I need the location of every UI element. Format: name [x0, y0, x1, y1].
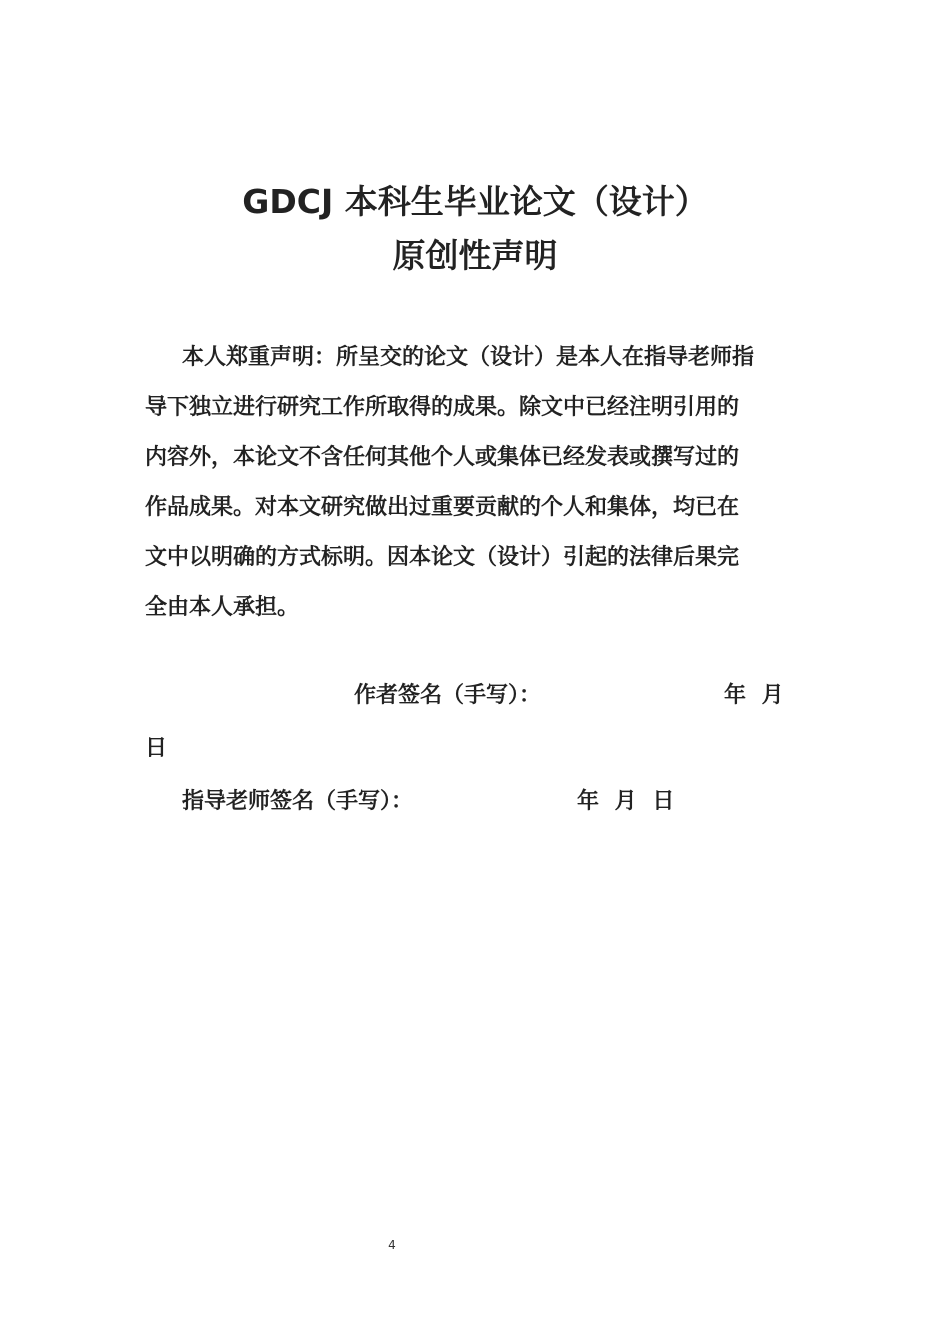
advisor-signature-label: 指导老师签名（手写）： [182, 789, 414, 814]
declaration-paragraph [145, 333, 810, 633]
advisor-date: 年 月 日 [577, 789, 675, 814]
declaration-line: 内容外，本论文不含任何其他个人或集体已经发表或撰写过的 [145, 445, 740, 470]
declaration-line: 本人郑重声明：所呈交的论文（设计）是本人在指导老师指 [182, 345, 755, 370]
author-date-day: 日 [145, 736, 168, 761]
declaration-line: 导下独立进行研究工作所取得的成果。除文中已经注明引用的 [145, 395, 740, 420]
document-title: GDCJ 本科生毕业论文（设计） [242, 182, 708, 221]
declaration-line: 全由本人承担。 [145, 595, 300, 620]
declaration-line: 作品成果。对本文研究做出过重要贡献的个人和集体，均已在 [145, 495, 740, 520]
document-subtitle: 原创性声明 [392, 236, 558, 275]
page-number: 4 [388, 1238, 396, 1252]
author-date-year-month: 年 月 [724, 683, 784, 708]
author-signature-label: 作者签名（手写）： [354, 683, 542, 708]
declaration-line: 文中以明确的方式标明。因本论文（设计）引起的法律后果完 [145, 545, 740, 570]
